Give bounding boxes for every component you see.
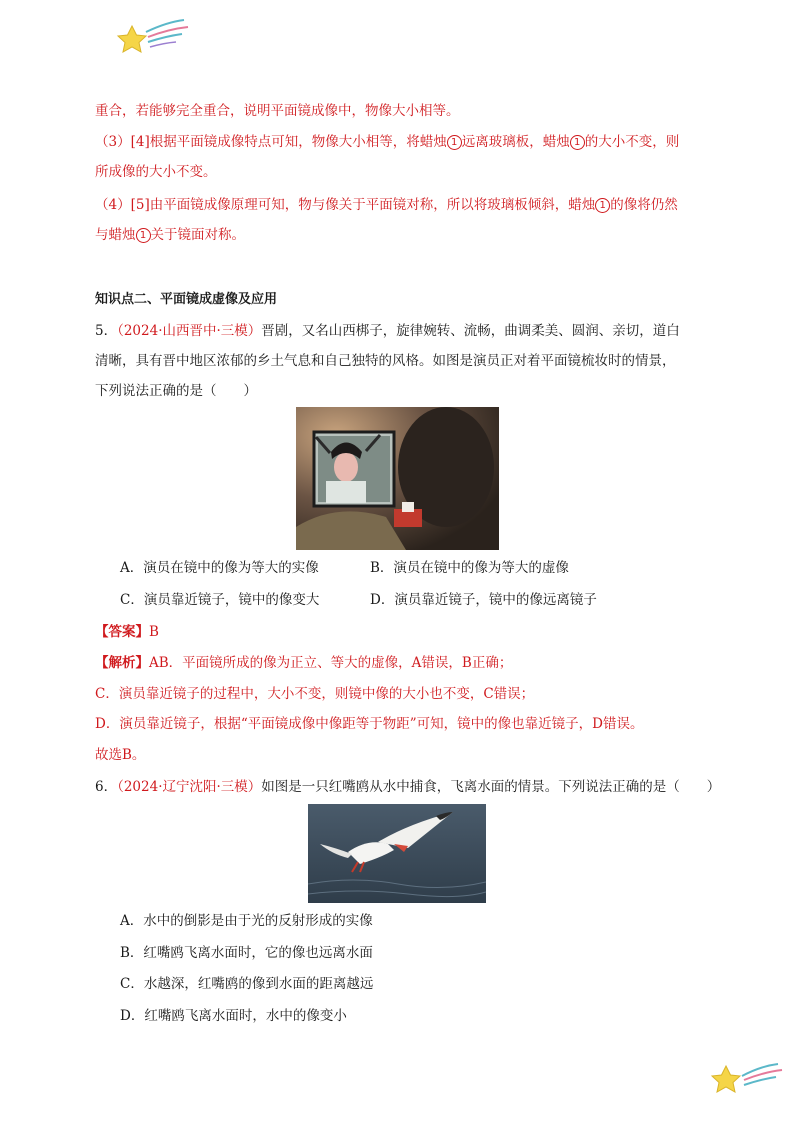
option-c[interactable]: C．演员靠近镜子，镜中的像变大 <box>120 592 320 608</box>
option-c[interactable]: C．水越深，红嘴鸥的像到水面的距离越远 <box>120 976 374 992</box>
shooting-star-icon <box>112 18 192 60</box>
option-b[interactable]: B．红嘴鸥飞离水面时，它的像也远离水面 <box>120 945 373 961</box>
explanation-line: 所成像的大小不变。 <box>95 164 217 180</box>
explanation-line: 重合，若能够完全重合，说明平面镜成像中，物像大小相等。 <box>95 103 460 119</box>
question-source: （2024·辽宁沈阳·三模） <box>117 779 262 795</box>
circled-number: 1 <box>595 198 610 213</box>
option-a[interactable]: A．演员在镜中的像为等大的实像 <box>120 560 319 576</box>
explanation-line: （3）[4]根据平面镜成像特点可知，物像大小相等，将蜡烛 1 远离玻璃板，蜡烛 1 的大小不变，则 <box>95 134 680 150</box>
question-source: （2024·山西晋中·三模） <box>117 323 262 339</box>
circled-number: 1 <box>570 135 585 150</box>
explanation-line: （4）[5]由平面镜成像原理可知，物与像关于平面镜对称，所以将玻璃板倾斜，蜡烛 1 的像将仍然 <box>95 197 678 213</box>
analysis-conclusion: 故选B。 <box>95 747 146 763</box>
answer: 【答案】B <box>95 624 159 640</box>
question-5-stem: 5．（2024·山西晋中·三模）晋剧，又名山西梆子，旋律婉转、流畅，曲调柔美、圆润、亲切，道白 <box>95 323 680 339</box>
option-b[interactable]: B．演员在镜中的像为等大的虚像 <box>370 560 569 576</box>
circled-number: 1 <box>136 228 151 243</box>
opera-performer-photo <box>296 407 499 550</box>
option-d[interactable]: D．红嘴鸥飞离水面时，水中的像变小 <box>120 1008 347 1024</box>
option-d[interactable]: D．演员靠近镜子，镜中的像远离镜子 <box>370 592 597 608</box>
analysis-line: C．演员靠近镜子的过程中，大小不变，则镜中像的大小也不变，C错误； <box>95 686 535 702</box>
analysis-line: D．演员靠近镜子，根据“平面镜成像中像距等于物距”可知，镜中的像也靠近镜子，D错误。 <box>95 716 644 732</box>
analysis-line: 【解析】AB．平面镜所成的像为正立、等大的虚像，A错误，B正确； <box>95 655 513 671</box>
question-6-stem: 6．（2024·辽宁沈阳·三模）如图是一只红嘴鸥从水中捕食，飞离水面的情景。下列说法正确的是（ ） <box>95 779 721 795</box>
question-5-stem-line: 清晰，具有晋中地区浓郁的乡土气息和自己独特的风格。如图是演员正对着平面镜梳妆时的情景， <box>95 353 676 369</box>
shooting-star-icon <box>706 1058 786 1098</box>
option-a[interactable]: A．水中的倒影是由于光的反射形成的实像 <box>120 913 373 929</box>
question-5-stem-line: 下列说法正确的是（ ） <box>95 383 257 399</box>
section-title: 知识点二、平面镜成虚像及应用 <box>95 292 278 307</box>
gull-photo <box>308 804 486 903</box>
explanation-line: 与蜡烛 1 关于镜面对称。 <box>95 227 245 243</box>
circled-number: 1 <box>447 135 462 150</box>
